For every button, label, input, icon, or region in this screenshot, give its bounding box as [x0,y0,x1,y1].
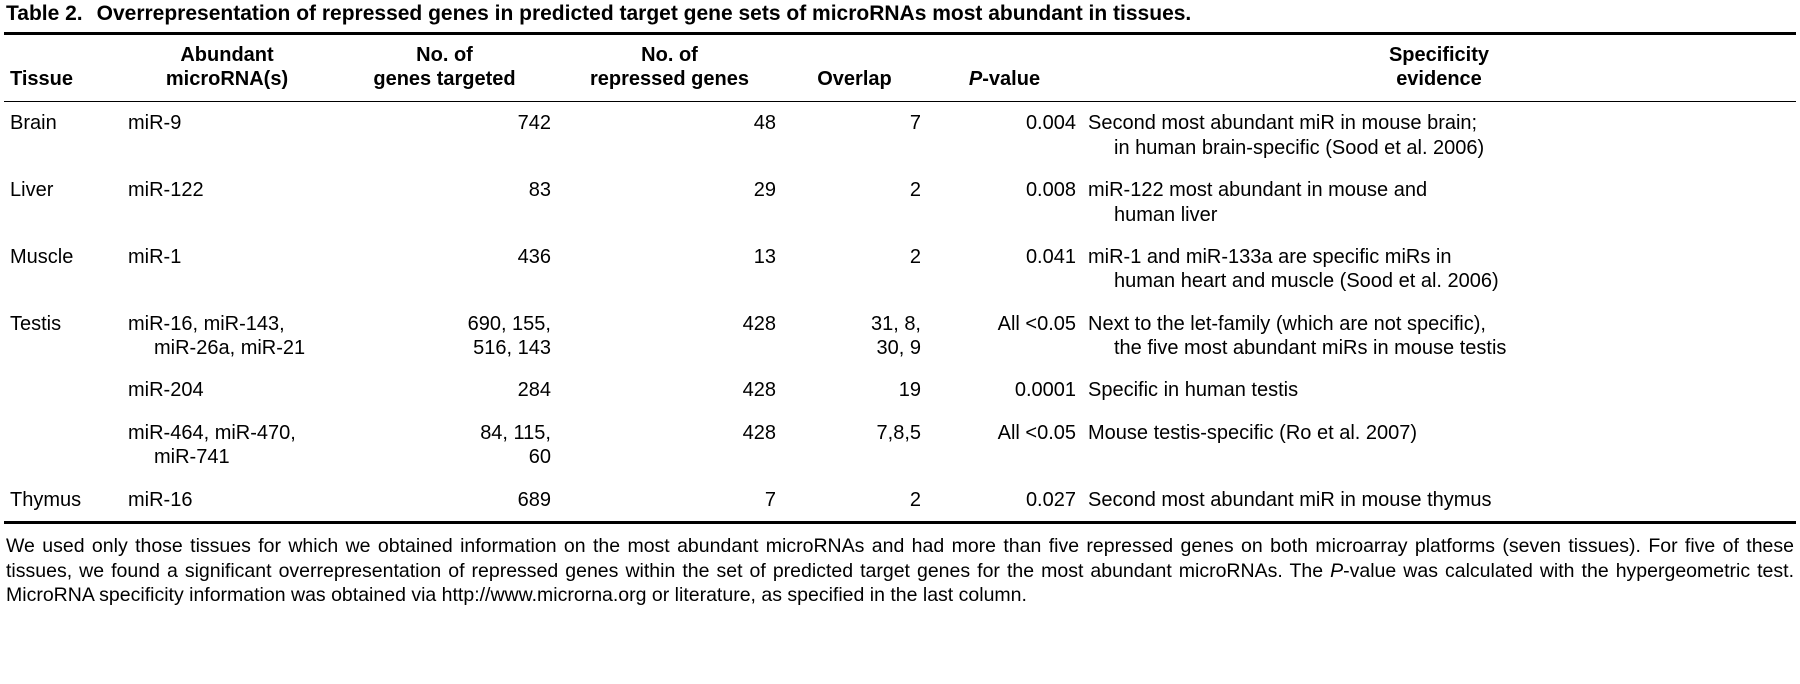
cell-overlap-line2: 30, 9 [876,337,921,360]
cell-mirna [122,236,332,303]
cell-genes-targeted [332,369,557,411]
cell-tissue [4,369,122,411]
cell-genes-targeted-line1: 690, 155, [467,312,551,335]
cell-genes-targeted-line1: 84, 115, [480,421,551,444]
cell-mirna [122,479,332,521]
table-row [4,369,1796,411]
cell-specificity-line1: Second most abundant miR in mouse brain; [1088,112,1478,135]
cell-overlap [782,236,927,303]
cell-genes-targeted-line1: 689 [517,488,551,511]
table-caption [4,0,1796,32]
cell-repressed-genes: 29 [753,179,776,202]
cell-mirna-line1: miR-9 [128,112,182,135]
cell-specificity [1082,102,1796,169]
cell-overlap [782,479,927,521]
cell-genes-targeted-line1: 83 [528,179,551,202]
footnote-italic-p: P [1330,559,1344,582]
cell-mirna-line1: miR-122 [128,179,204,202]
cell-mirna-line1: miR-204 [128,379,204,402]
header-genes-targeted [332,35,557,101]
header-genes-targeted-line1: No. of [416,44,473,67]
cell-specificity-line1: miR-1 and miR-133a are specific miRs in [1088,245,1452,268]
cell-specificity [1082,303,1796,370]
cell-tissue: Thymus [10,488,82,511]
cell-overlap-line1: 31, 8, [870,312,921,335]
cell-mirna-line1: miR-1 [128,245,182,268]
cell-repressed-genes: 428 [742,312,776,335]
cell-repressed-genes: 13 [753,245,776,268]
table-footnote [4,524,1796,608]
header-abundant-mirna [122,35,332,101]
cell-mirna [122,169,332,236]
cell-specificity-line2: human liver [1114,203,1218,226]
results-table-body [4,102,1796,521]
cell-pvalue: 0.0001 [1014,379,1076,402]
results-table [4,35,1796,101]
cell-overlap-line1: 2 [909,245,921,268]
cell-overlap-line1: 7 [909,112,921,135]
cell-overlap-line1: 2 [909,179,921,202]
cell-overlap [782,169,927,236]
cell-overlap [782,102,927,169]
cell-pvalue: 0.027 [1025,488,1076,511]
cell-mirna [122,303,332,370]
table-row [4,236,1796,303]
footnote-part1: We used only those tissues for which we obtained information on the most abundant microRNAs and had more than five repressed genes on both microarray platforms (seven tissues). For five of these tissues, we found a significant overrepresentation of repressed genes within the set of predicted target genes for the most abundant microRNAs. The [6,535,1794,582]
cell-pvalue: All <0.05 [997,312,1076,335]
cell-genes-targeted-line2: 60 [528,446,551,469]
table-row [4,412,1796,479]
header-repressed-genes-line2: repressed genes [590,67,749,90]
header-pvalue-rest: -value [982,67,1041,90]
cell-specificity [1082,236,1796,303]
cell-pvalue: 0.008 [1025,179,1076,202]
cell-specificity-line2: the five most abundant miRs in mouse testis [1114,337,1507,360]
cell-genes-targeted [332,412,557,479]
cell-specificity-line2: human heart and muscle (Sood et al. 2006) [1114,270,1499,293]
cell-repressed-genes: 48 [753,112,776,135]
cell-overlap [782,303,927,370]
cell-pvalue: 0.004 [1025,112,1076,135]
header-pvalue [927,35,1082,101]
cell-tissue [4,412,122,479]
header-row [4,35,1796,101]
header-specificity-line1: Specificity [1388,44,1490,67]
cell-genes-targeted-line2: 516, 143 [473,337,551,360]
header-pvalue-italic: P [968,67,983,90]
cell-repressed-genes: 428 [742,379,776,402]
table-row [4,102,1796,169]
cell-tissue: Muscle [10,245,74,268]
header-specificity [1082,35,1796,101]
header-abundant-mirna-line2: microRNA(s) [165,67,289,90]
cell-genes-targeted-line1: 284 [517,379,551,402]
cell-genes-targeted [332,169,557,236]
header-genes-targeted-line2: genes targeted [373,67,516,90]
header-repressed-genes-line1: No. of [641,44,698,67]
header-repressed-genes [557,35,782,101]
header-abundant-mirna-line1: Abundant [180,44,274,67]
cell-specificity [1082,169,1796,236]
cell-mirna-line1: miR-16, miR-143, [128,312,285,335]
cell-specificity [1082,479,1796,521]
cell-genes-targeted [332,303,557,370]
cell-repressed-genes: 428 [742,421,776,444]
cell-pvalue: All <0.05 [997,421,1076,444]
table-row [4,169,1796,236]
cell-overlap-line1: 7,8,5 [876,421,921,444]
cell-mirna [122,412,332,479]
cell-specificity-line1: Next to the let-family (which are not specific), [1088,312,1486,335]
cell-specificity [1082,412,1796,479]
cell-pvalue: 0.041 [1025,245,1076,268]
cell-genes-targeted-line1: 742 [517,112,551,135]
cell-overlap-line1: 2 [909,488,921,511]
caption-label: Table 2. [6,2,83,25]
cell-mirna-line2: miR-741 [154,446,230,469]
cell-mirna [122,102,332,169]
cell-overlap [782,369,927,411]
cell-specificity-line1: Specific in human testis [1088,379,1299,402]
cell-genes-targeted [332,479,557,521]
cell-overlap [782,412,927,479]
cell-specificity [1082,369,1796,411]
cell-tissue: Brain [10,112,57,135]
cell-mirna-line1: miR-16 [128,488,193,511]
cell-genes-targeted-line1: 436 [517,245,551,268]
cell-genes-targeted [332,236,557,303]
footnote-part2: -value was calculated with the hypergeometric test. MicroRNA specificity information was obtained via http://www.microrna.org or literature, as specified in the last column. [6,559,1794,607]
table-header [4,35,1796,101]
cell-tissue: Liver [10,179,54,202]
cell-tissue: Testis [10,312,62,335]
header-overlap: Overlap [817,67,892,90]
table-row [4,303,1796,370]
header-tissue: Tissue [10,67,73,90]
header-specificity-line2: evidence [1396,67,1482,90]
cell-repressed-genes: 7 [764,488,776,511]
cell-specificity-line1: miR-122 most abundant in mouse and [1088,179,1428,202]
cell-specificity-line2: in human brain-specific (Sood et al. 2006) [1114,136,1485,159]
cell-genes-targeted [332,102,557,169]
caption-text: Overrepresentation of repressed genes in predicted target gene sets of microRNAs most abundant in tissues. [96,2,1192,25]
cell-specificity-line1: Second most abundant miR in mouse thymus [1088,488,1492,511]
cell-mirna-line2: miR-26a, miR-21 [154,337,306,360]
cell-specificity-line1: Mouse testis-specific (Ro et al. 2007) [1088,421,1418,444]
cell-overlap-line1: 19 [898,379,921,402]
cell-mirna-line1: miR-464, miR-470, [128,421,296,444]
cell-mirna [122,369,332,411]
table-row [4,479,1796,521]
